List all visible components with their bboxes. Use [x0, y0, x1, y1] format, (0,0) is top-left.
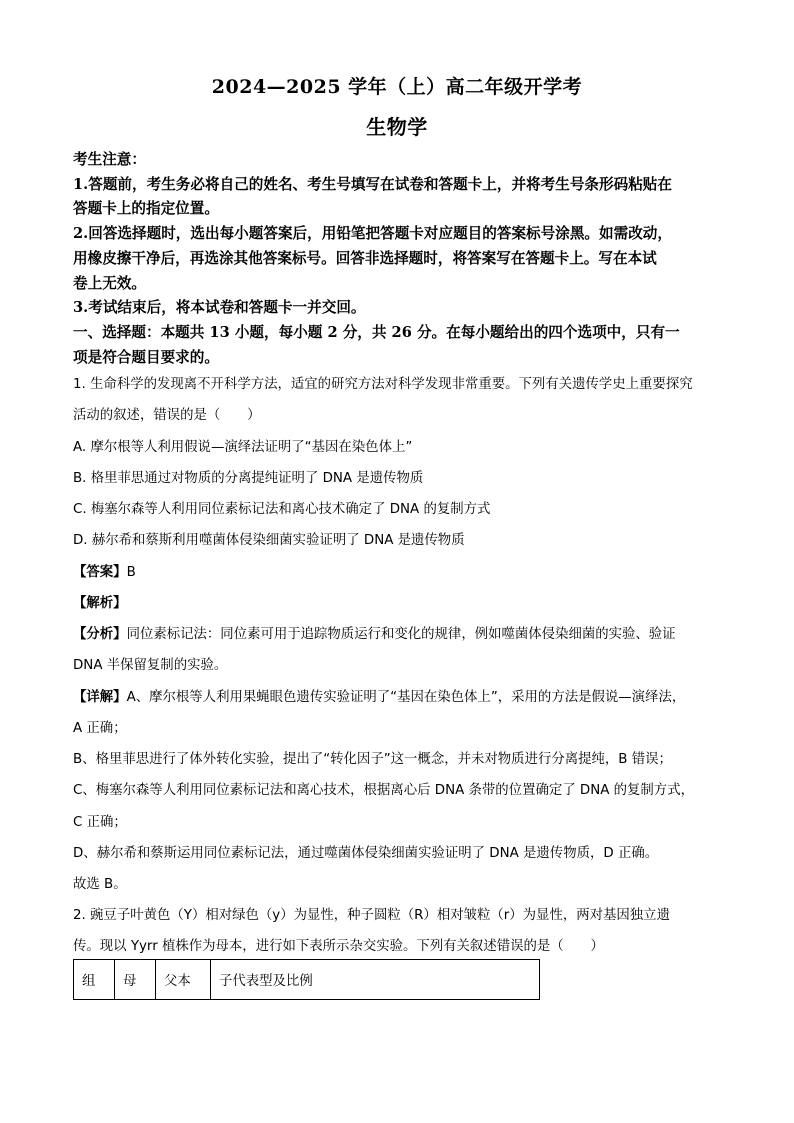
q1-fenxi-cont: DNA 半保留复制的实验。 [73, 658, 228, 673]
notice-line: 3.考试结束后，将本试卷和答题卡一并交回。 [73, 299, 366, 316]
notice-line: 用橡皮擦干净后，再选涂其他答案标号。回答非选择题时，将答案写在答题卡上。写在本试 [73, 250, 657, 267]
notice-line: 卷上无效。 [73, 275, 146, 292]
q1-option-a: A. 摩尔根等人利用假说—演绎法证明了“基因在染色体上” [73, 440, 413, 455]
q1-conclusion: 故选 B。 [73, 877, 127, 892]
q1-xiangjie: 【详解】A、摩尔根等人利用果蝇眼色遗传实验证明了“基因在染色体上”，采用的方法是假说—演绎法， [73, 690, 686, 705]
q1-stem-cont: 活动的叙述，错误的是（ ） [73, 408, 261, 423]
table-header-cell: 母 [115, 960, 156, 1000]
q2-table [73, 959, 540, 1000]
q2-stem: 2. 豌豆子叶黄色（Y）相对绿色（y）为显性，种子圆粒（R）相对皱粒（r）为显性，两对基因独立遗 [73, 908, 670, 923]
notice-line: 1.答题前，考生务必将自己的姓名、考生号填写在试卷和答题卡上，并将考生号条形码粘贴在 [73, 176, 672, 193]
q1-option-b: B. 格里菲思通过对物质的分离提纯证明了 DNA 是遗传物质 [73, 471, 424, 486]
table-header-cell: 子代表型及比例 [211, 960, 540, 1000]
exam-title: 2024—2025 学年（上）高二年级开学考 [211, 76, 583, 98]
q1-stem: 1. 生命科学的发现离不开科学方法，适宜的研究方法对科学发现非常重要。下列有关遗传学史上重要探究 [73, 377, 693, 392]
table-header-cell: 父本 [156, 960, 211, 1000]
q1-xiangjie-line: C、梅塞尔森等人利用同位素标记法和离心技术，根据离心后 DNA 条带的位置确定了 DNA 的复制方式， [73, 783, 694, 798]
q1-option-c: C. 梅塞尔森等人利用同位素标记法和离心技术确定了 DNA 的复制方式 [73, 502, 491, 517]
q1-analysis-tag: 【解析】 [73, 596, 127, 611]
notice-line: 2.回答选择题时，选出每小题答案后，用铅笔把答题卡对应题目的答案标号涂黑。如需改动， [73, 225, 672, 242]
q1-xiangjie-line: B、格里菲思进行了体外转化实验，提出了“转化因子”这一概念，并未对物质进行分离提纯，B 错误； [73, 752, 672, 767]
section-heading: 一、选择题：本题共 13 小题，每小题 2 分，共 26 分。在每小题给出的四个选项中，只有一 [73, 324, 680, 341]
subject-title: 生物学 [366, 115, 428, 139]
section-heading-cont: 项是符合题目要求的。 [73, 349, 219, 366]
q1-xiangjie-line: D、赫尔希和蔡斯运用同位素标记法，通过噬菌体侵染细菌实验证明了 DNA 是遗传物质，D 正确。 [73, 846, 659, 861]
q1-xiangjie-line: A 正确； [73, 721, 127, 736]
table-header-row [74, 960, 540, 1000]
q1-answer [73, 561, 136, 580]
q1-option-d: D. 赫尔希和蔡斯利用噬菌体侵染细菌实验证明了 DNA 是遗传物质 [73, 533, 465, 548]
answer-tag: 【答案】 [73, 565, 127, 580]
q1-xiangjie-line: C 正确； [73, 815, 127, 830]
q1-fenxi: 【分析】同位素标记法：同位素可用于追踪物质运行和变化的规律，例如噬菌体侵染细菌的实验、验证 [73, 627, 676, 642]
notice-heading: 考生注意： [73, 151, 146, 168]
q2-stem-cont: 传。现以 Yyrr 植株作为母本，进行如下表所示杂交实验。下列有关叙述错误的是（ ） [73, 939, 604, 954]
notice-line: 答题卡上的指定位置。 [73, 200, 219, 217]
answer-value: B [126, 565, 136, 580]
table-header-cell: 组 [74, 960, 115, 1000]
